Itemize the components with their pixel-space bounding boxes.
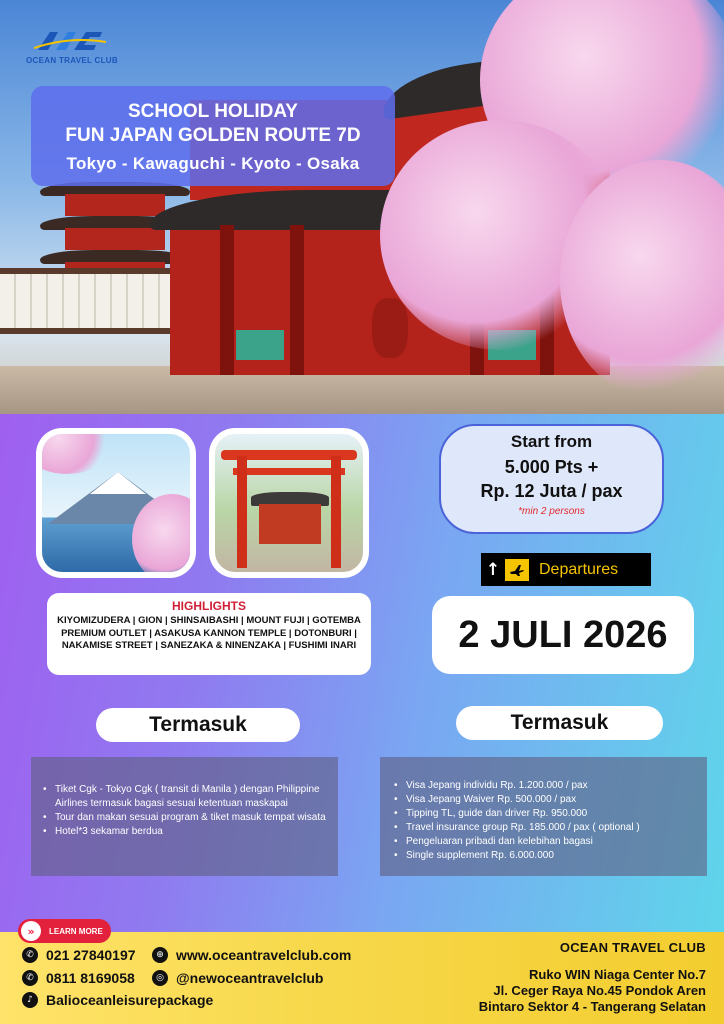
phone2-link[interactable]	[22, 970, 135, 986]
company-address	[479, 940, 706, 1015]
torii-gate-photo	[209, 428, 369, 578]
departures-banner	[481, 553, 651, 586]
excluded-box	[380, 757, 707, 876]
list-item: • Single supplement Rp. 6.000.000	[394, 849, 699, 863]
excluded-title-pill	[456, 706, 663, 740]
company-name: OCEAN TRAVEL CLUB	[559, 940, 706, 955]
logo-text: OCEAN TRAVEL CLUB	[26, 56, 118, 65]
list-item: • Visa Jepang individu Rp. 1.200.000 / pax	[394, 779, 699, 793]
price-note: *min 2 persons	[518, 506, 585, 517]
instagram-icon: ◎	[152, 970, 168, 986]
highlights-title: HIGHLIGHTS	[172, 599, 246, 613]
list-item: • Tipping TL, guide dan driver Rp. 950.000	[394, 807, 699, 821]
instagram-text: @newoceantravelclub	[176, 970, 324, 986]
included-box	[31, 757, 338, 876]
title-box	[31, 86, 395, 186]
phone2-text: 0811 8169058	[46, 970, 135, 986]
tiktok-link[interactable]	[22, 992, 213, 1008]
route-text: Tokyo - Kawaguchi - Kyoto - Osaka	[66, 154, 360, 173]
list-item: • Travel insurance group Rp. 185.000 / pax ( optional )	[394, 821, 699, 835]
instagram-link[interactable]	[152, 970, 323, 986]
list-item: • Tiket Cgk - Tokyo Cgk ( transit di Manila ) dengan Philippine Airlines termasuk bagasi sesuai ketentuan maskapai	[43, 783, 330, 811]
logo-mark-icon	[34, 28, 106, 54]
address-line-3: Bintaro Sektor 4 - Tangerang Selatan	[478, 999, 706, 1014]
highlights-text: KIYOMIZUDERA | GION | SHINSAIBASHI | MOUNT FUJI | GOTEMBA PREMIUM OUTLET | ASAKUSA KANNON TEMPLE | DOTONBURI | NAKAMISE STREET | SANEZAKA & NINENZAKA | FUSHIMI INARI	[57, 615, 361, 651]
tiktok-icon: ♪	[22, 992, 38, 1008]
double-chevron-icon: »	[21, 921, 41, 941]
learn-more-label: LEARN MORE	[49, 926, 103, 936]
included-title-pill	[96, 708, 300, 742]
list-item: • Visa Jepang Waiver Rp. 500.000 / pax	[394, 793, 699, 807]
title-line-2: FUN JAPAN GOLDEN ROUTE 7D	[65, 125, 361, 146]
phone1-text: 021 27840197	[46, 947, 136, 963]
list-item: • Tour dan makan sesuai program & tiket masuk tempat wisata	[43, 811, 330, 825]
mount-fuji-photo	[36, 428, 196, 578]
departure-date-box	[432, 596, 694, 674]
list-item: • Pengeluaran pribadi dan kelebihan bagasi	[394, 835, 699, 849]
globe-icon: ⊕	[152, 947, 168, 963]
highlights-box	[47, 593, 371, 675]
departure-date: 2 JULI 2026	[458, 613, 668, 656]
price-label: Start from	[510, 432, 593, 451]
price-box	[439, 424, 664, 534]
list-item: • Hotel*3 sekamar berdua	[43, 825, 330, 839]
address-line-1: Ruko WIN Niaga Center No.7	[529, 967, 706, 982]
brand-logo[interactable]	[22, 28, 122, 72]
title-line-1: SCHOOL HOLIDAY	[128, 101, 298, 122]
airplane-icon	[505, 559, 529, 581]
price-amount: Rp. 12 Juta / pax	[480, 481, 623, 501]
arrow-up-icon: ↑	[485, 559, 501, 580]
whatsapp-icon: ✆	[22, 947, 38, 963]
whatsapp-icon: ✆	[22, 970, 38, 986]
included-title: Termasuk	[149, 713, 247, 736]
price-points: 5.000 Pts +	[504, 457, 599, 477]
tiktok-text: Balioceanleisurepackage	[46, 992, 214, 1008]
address-line-2: Jl. Ceger Raya No.45 Pondok Aren	[493, 983, 706, 998]
excluded-title: Termasuk	[510, 711, 609, 734]
departures-label: Departures	[539, 560, 619, 578]
learn-more-button[interactable]	[18, 919, 111, 943]
phone1-link[interactable]	[22, 947, 136, 963]
website-link[interactable]	[152, 947, 351, 963]
website-text: www.oceantravelclub.com	[176, 947, 352, 963]
